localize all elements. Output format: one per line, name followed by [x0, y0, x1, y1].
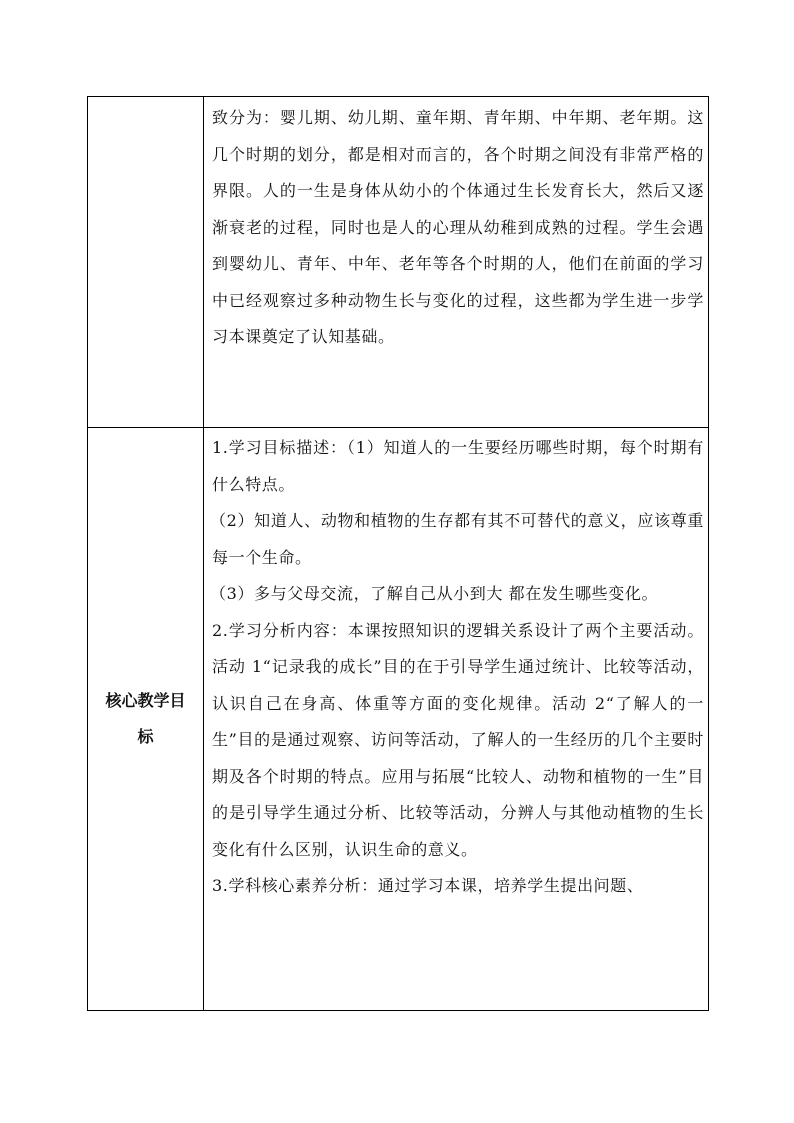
content-paragraph: 致分为：婴儿期、幼儿期、童年期、青年期、中年期、老年期。这几个时期的划分，都是相对而言的，各个时期之间没有非常严格的界限。人的一生是身体从幼小的个体通过生长发育长大，然后又逐渐衰老的过程，同时也是人的心理从幼稚到成熟的过程。学生会遇到婴幼儿、青年、中年、老年等各个时期的人，他们在前面的学习中已经观察过多种动物生长与变化的过程，这些都为学生进一步学习本课奠定了认知基础。 [212, 108, 704, 346]
row-label-cell [88, 428, 204, 1011]
row-content-cell [204, 428, 709, 1011]
content-analysis-paragraph: 2.学习分析内容：本课按照知识的逻辑关系设计了两个主要活动。活动 1“记录我的成长”目的在于引导学生通过统计、比较等活动，认识自己在身高、体重等方面的变化规律。活动 2“了解人的一生”目的是通过观察、访问等活动，了解人的一生经历的几个主要时期及各个时期的特点。应用与拓展“比较人、动物和植物的一生”目的是引导学生通过分析、比较等活动，分辨人与其他动植物的生长变化有什么区别，认识生命的意义。 [212, 620, 704, 859]
goal-item-2-paragraph: （2）知道人、动物和植物的生存都有其不可替代的意义，应该尊重每一个生命。 [210, 511, 704, 567]
document-table [87, 96, 709, 1011]
row-label-cell [88, 97, 204, 428]
row-content-cell [204, 97, 709, 428]
table-row [88, 428, 709, 1011]
core-teaching-goal-label: 核心教学目标 [105, 691, 186, 746]
goal-description-paragraph: 1.学习目标描述：（1）知道人的一生要经历哪些时期，每个时期有什么特点。 [212, 438, 704, 494]
core-literacy-paragraph: 3.学科核心素养分析：通过学习本课，培养学生提出问题、 [212, 876, 644, 895]
table-row [88, 97, 709, 428]
goal-item-3-paragraph: （3）多与父母交流，了解自己从小到大 都在发生哪些变化。 [210, 584, 659, 603]
